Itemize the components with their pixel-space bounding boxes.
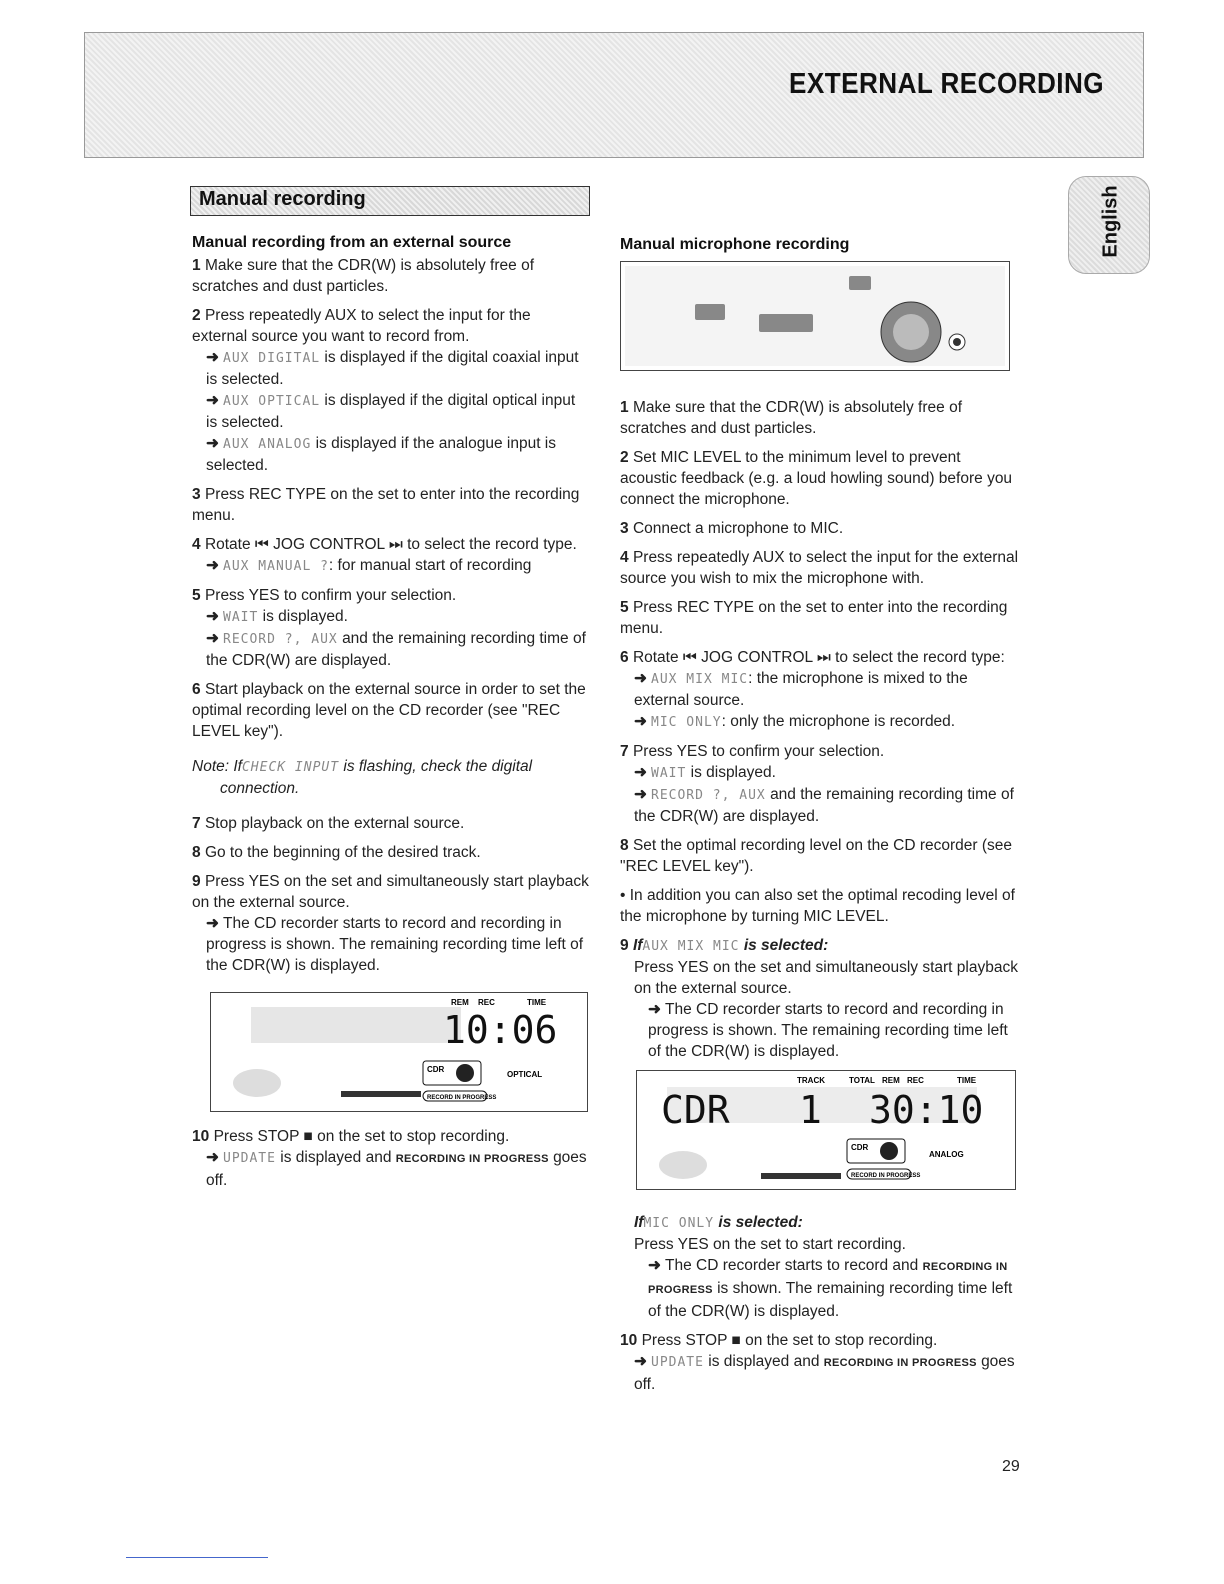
result-text: goes off.: [634, 1353, 1015, 1393]
result-text: : only the microphone is recorded.: [721, 713, 956, 730]
step-text: Press YES to confirm your selection.: [632, 743, 885, 760]
disc-type-digits: CDR: [661, 1088, 730, 1132]
step-7: [620, 741, 1020, 827]
step-9: [620, 935, 1020, 1062]
language-tab: [1068, 176, 1150, 274]
arrow-icon: ➜: [206, 557, 219, 574]
step-number: 6: [192, 681, 201, 698]
result-text: The CD recorder starts to record and recording in progress is shown. The remaining recording time left of the CDR(W) is displayed.: [206, 915, 584, 974]
disc-icon: [659, 1151, 707, 1179]
record-badge-label: RECORD IN PROGRESS: [427, 1095, 497, 1101]
step-text: Stop playback on the external source.: [204, 815, 465, 832]
step-text: Press YES on the set to start recording.: [634, 1236, 906, 1253]
note-prefix: Note: If: [192, 758, 242, 775]
device-panel: [625, 266, 1005, 366]
mic-jack-center: [953, 338, 961, 346]
step-text: Press YES on the set and simultaneously start playback on the external source.: [192, 873, 589, 911]
time-label: TIME: [957, 1076, 977, 1085]
arrow-icon: ➜: [634, 786, 647, 803]
lcd-text: UPDATE: [651, 1355, 704, 1370]
step-text: Make sure that the CDR(W) is absolutely free of scratches and dust particles.: [192, 257, 535, 295]
arrow-icon: ➜: [648, 1257, 661, 1274]
note: [192, 756, 590, 799]
section-header: [190, 186, 590, 216]
left-heading: Manual recording from an external source: [192, 234, 512, 251]
bullet-text: In addition you can also set the optimal recoding level of the microphone by turning MIC LEVEL.: [620, 887, 1015, 925]
step-number: 3: [192, 486, 201, 503]
result-text: is shown. The remaining recording time left of the CDR(W) is displayed.: [648, 1280, 1013, 1320]
result-text: is displayed and: [708, 1353, 820, 1370]
section-title: Manual recording: [199, 188, 366, 210]
button-icon: [849, 276, 871, 290]
arrow-icon: ➜: [206, 435, 219, 452]
step-text: Press REC TYPE on the set to enter into the recording menu.: [620, 599, 1008, 637]
step-3: [192, 484, 590, 526]
arrow-icon: ➜: [634, 764, 647, 781]
step-2: [192, 305, 590, 476]
result-text: is displayed if the digital optical input is selected.: [206, 392, 576, 431]
step-number: 7: [192, 815, 201, 832]
result-text: The CD recorder starts to record and recording in progress is shown. The remaining recording time left of the CDR(W) is displayed.: [648, 1001, 1008, 1060]
result-text: is displayed if the digital coaxial input is selected.: [206, 349, 579, 388]
step-text: Press repeatedly AUX to select the input for the external source you want to record from.: [192, 307, 531, 345]
arrow-icon: ➜: [648, 1001, 661, 1018]
result-line: [192, 1147, 590, 1191]
time-label: TIME: [527, 998, 547, 1007]
lcd-text: AUX MIX MIC: [642, 939, 740, 954]
lcd-text: AUX OPTICAL: [223, 394, 321, 409]
arrow-icon: ➜: [634, 670, 647, 687]
result-line: [620, 668, 1020, 711]
lcd-text: UPDATE: [223, 1151, 276, 1166]
rem-label: REM: [882, 1076, 900, 1085]
note-text: is flashing, check the digital: [343, 758, 533, 775]
step-text: Set MIC LEVEL to the minimum level to prevent acoustic feedback (e.g. a loud howling sound) before you connect the microphone.: [620, 449, 1013, 508]
right-heading: Manual microphone recording: [620, 236, 850, 253]
arrow-icon: ➜: [634, 713, 647, 730]
bullet-icon: •: [620, 887, 630, 904]
lcd-text: MIC ONLY: [643, 1216, 715, 1231]
step-10: [192, 1126, 590, 1191]
step-number: 5: [620, 599, 629, 616]
display-graphic: [211, 993, 587, 1111]
result-line: [634, 1255, 1020, 1322]
step-4: [620, 547, 1020, 589]
lcd-text: RECORD ?, AUX: [223, 632, 338, 647]
step-number: 5: [192, 587, 201, 604]
result-text: is displayed and: [280, 1149, 392, 1166]
rec-label: REC: [478, 998, 495, 1007]
disc-record-icon: [880, 1142, 898, 1160]
record-badge-label: RECORD IN PROGRESS: [851, 1173, 921, 1179]
lcd-text: AUX MIX MIC: [651, 672, 749, 687]
step-3: [620, 518, 1020, 539]
result-text: and the remaining recording time of the CDR(W) are displayed.: [206, 630, 586, 669]
result-line: [192, 913, 590, 976]
result-line: [620, 999, 1020, 1062]
right-column: [620, 234, 1020, 1403]
result-text: The CD recorder starts to record and: [665, 1257, 919, 1274]
button-icon: [759, 314, 813, 332]
note-continued: connection.: [220, 780, 300, 797]
result-line: [620, 1351, 1020, 1395]
lcd-text: MIC ONLY: [651, 715, 722, 730]
result-line: [620, 784, 1020, 827]
result-text: : the microphone is mixed to the external source.: [634, 670, 968, 709]
small-caps-text: RECORDING IN PROGRESS: [648, 1261, 1008, 1296]
step-number: 9: [192, 873, 201, 890]
step-1: [192, 255, 590, 297]
step-7: [192, 813, 590, 834]
total-label: TOTAL: [849, 1076, 875, 1085]
track-label: TRACK: [797, 1076, 825, 1085]
track-digits: 1: [799, 1088, 822, 1132]
device-graphic: [621, 262, 1009, 370]
arrow-icon: ➜: [206, 630, 219, 647]
step-text: Press YES on the set and simultaneously start playback on the external source.: [634, 959, 1018, 997]
step-number: 3: [620, 520, 629, 537]
jog-knob-center: [893, 314, 929, 350]
result-line: [192, 390, 590, 433]
result-line: [192, 606, 590, 628]
step-4: [192, 534, 590, 577]
if-text: If: [634, 1214, 644, 1231]
small-caps-text: RECORDING IN PROGRESS: [395, 1153, 549, 1165]
time-digits: 30:10: [869, 1088, 984, 1132]
result-line: [620, 762, 1020, 784]
lcd-text: AUX ANALOG: [223, 437, 312, 452]
step-number: 10: [620, 1332, 638, 1349]
step-number: 9: [620, 937, 629, 954]
lcd-text: CHECK INPUT: [241, 760, 340, 775]
result-text: and the remaining recording time of the CDR(W) are displayed.: [634, 786, 1014, 825]
arrow-icon: ➜: [634, 1353, 647, 1370]
step-number: 8: [620, 837, 629, 854]
rec-label: REC: [907, 1076, 924, 1085]
step-2: [620, 447, 1020, 510]
step-text: Connect a microphone to MIC.: [632, 520, 844, 537]
step-number: 10: [192, 1128, 210, 1145]
step-number: 7: [620, 743, 629, 760]
disc-icon: [233, 1069, 281, 1097]
if-text: If: [632, 937, 643, 954]
result-line: [620, 711, 1020, 733]
display-graphic: [637, 1071, 1015, 1189]
result-line: [192, 347, 590, 390]
result-text: is displayed.: [690, 764, 776, 781]
rem-label: REM: [451, 998, 469, 1007]
step-text: Press REC TYPE on the set to enter into the recording menu.: [192, 486, 580, 524]
step-5: [192, 585, 590, 671]
step-text: Press repeatedly AUX to select the input for the external source you wish to mix the microphone with.: [620, 549, 1019, 587]
arrow-icon: ➜: [206, 915, 219, 932]
mic-only-block: [620, 1212, 1020, 1322]
lcd-text: WAIT: [223, 610, 259, 625]
step-number: 4: [620, 549, 629, 566]
step-number: 2: [620, 449, 629, 466]
cdr-label: CDR: [851, 1143, 869, 1152]
step-6: [620, 647, 1020, 733]
lcd-text: RECORD ?, AUX: [651, 788, 766, 803]
result-line: [192, 433, 590, 476]
step-number: 4: [192, 536, 201, 553]
result-text: : for manual start of recording: [328, 557, 532, 574]
lcd-text: AUX MANUAL ?: [223, 559, 329, 574]
arrow-icon: ➜: [206, 392, 219, 409]
step-text: Rotate ⏮ JOG CONTROL ⏭ to select the record type.: [204, 536, 577, 553]
selected-text: is selected:: [743, 937, 829, 954]
step-8: [620, 835, 1020, 877]
result-text: is displayed.: [262, 608, 348, 625]
result-text: is displayed if the analogue input is selected.: [206, 435, 557, 474]
lcd-text: AUX DIGITAL: [223, 351, 321, 366]
lcd-text: WAIT: [651, 766, 687, 781]
button-icon: [695, 304, 725, 320]
step-text: Press YES to confirm your selection.: [204, 587, 457, 604]
selected-text: is selected:: [718, 1214, 803, 1231]
recorder-display-left: [210, 992, 588, 1112]
step-text: Rotate ⏮ JOG CONTROL ⏭ to select the record type:: [632, 649, 1005, 666]
step-text: Press STOP ■ on the set to stop recording.: [641, 1332, 938, 1349]
device-illustration: [620, 261, 1010, 371]
optical-label: OPTICAL: [507, 1070, 543, 1079]
step-5: [620, 597, 1020, 639]
small-caps-text: RECORDING IN PROGRESS: [823, 1357, 977, 1369]
analog-label: ANALOG: [929, 1150, 964, 1159]
step-6: [192, 679, 590, 742]
result-text: goes off.: [206, 1149, 587, 1189]
step-8: [192, 842, 590, 863]
step-text: Go to the beginning of the desired track.: [204, 844, 481, 861]
cdr-label: CDR: [427, 1065, 445, 1074]
arrow-icon: ➜: [206, 1149, 219, 1166]
time-digits: 10:06: [443, 1008, 558, 1052]
disc-record-icon: [456, 1064, 474, 1082]
language-tab-label: English: [1099, 185, 1122, 258]
recorder-display-right: [636, 1070, 1016, 1190]
page-title: EXTERNAL RECORDING: [788, 68, 1104, 100]
level-meter: [341, 1091, 421, 1097]
arrow-icon: ➜: [206, 349, 219, 366]
step-text: Set the optimal recording level on the CD recorder (see "REC LEVEL key").: [620, 837, 1013, 875]
arrow-icon: ➜: [206, 608, 219, 625]
lcd-segments-faded: [251, 1007, 461, 1043]
step-number: 8: [192, 844, 201, 861]
result-line: [192, 555, 590, 577]
left-column: [192, 232, 590, 1199]
footer-rule: [126, 1557, 268, 1558]
bullet-note: [620, 885, 1020, 927]
step-text: Start playback on the external source in order to set the optimal recording level on the CD recorder (see "REC LEVEL key").: [192, 681, 586, 740]
level-meter: [761, 1173, 841, 1179]
step-10: [620, 1330, 1020, 1395]
step-number: 2: [192, 307, 201, 324]
step-text: Make sure that the CDR(W) is absolutely free of scratches and dust particles.: [620, 399, 963, 437]
step-1: [620, 397, 1020, 439]
step-9: [192, 871, 590, 976]
page-number: 29: [1002, 1458, 1020, 1475]
step-text: Press STOP ■ on the set to stop recording.: [213, 1128, 510, 1145]
step-number: 1: [192, 257, 201, 274]
result-line: [192, 628, 590, 671]
step-number: 6: [620, 649, 629, 666]
step-number: 1: [620, 399, 629, 416]
